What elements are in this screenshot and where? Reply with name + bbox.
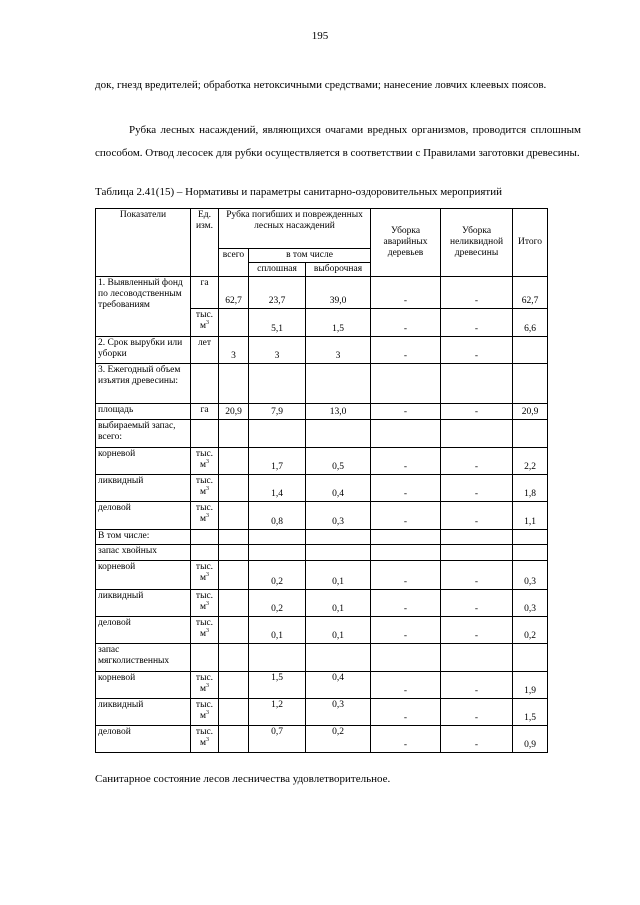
unit-cell: га [191, 277, 219, 309]
value-cell: 0,2 [249, 590, 306, 617]
value-cell: - [371, 590, 441, 617]
value-cell: - [371, 561, 441, 590]
header-unit: Ед. изм. [191, 209, 219, 277]
value-cell: - [371, 277, 441, 309]
row-label: 2. Срок вырубки или уборки [96, 337, 191, 364]
value-cell: - [441, 448, 513, 475]
value-cell: 7,9 [249, 404, 306, 420]
table-row [96, 448, 548, 475]
unit-cell: тыс. $м^3$ [191, 590, 219, 617]
value-cell: 1,5 [306, 309, 371, 337]
unit-cell: тыс. $м^3$ [191, 672, 219, 699]
row-label: выбираемый запас, всего: [96, 420, 191, 448]
table-row [96, 277, 548, 309]
row-label: деловой [96, 617, 191, 644]
header-grand-total: Итого [513, 209, 548, 277]
value-cell: 23,7 [249, 277, 306, 309]
unit-cell: тыс. $м^3$ [191, 475, 219, 502]
header-selective: выборочная [306, 263, 371, 277]
value-cell: - [441, 561, 513, 590]
table-row [96, 364, 548, 404]
header-indicator: Показатели [96, 209, 191, 277]
value-cell: - [371, 617, 441, 644]
value-cell: 0,4 [306, 672, 371, 699]
row-label: ликвидный [96, 590, 191, 617]
header-windfall: Уборка аварийных деревьев [371, 209, 441, 277]
value-cell: 0,4 [306, 475, 371, 502]
value-cell: 3 [249, 337, 306, 364]
row-label: 3. Ежегодный объем изъятия древесины: [96, 364, 191, 404]
sanitary-measures-table [95, 208, 548, 753]
value-cell: 1,1 [513, 502, 548, 530]
table-row [96, 530, 548, 545]
table-row [96, 475, 548, 502]
value-cell: - [371, 699, 441, 726]
value-cell: 5,1 [249, 309, 306, 337]
value-cell: - [441, 617, 513, 644]
table-row [96, 502, 548, 530]
value-cell: 39,0 [306, 277, 371, 309]
value-cell: 0,3 [306, 502, 371, 530]
table-row [96, 420, 548, 448]
row-label: площадь [96, 404, 191, 420]
header-nonliquid: Уборка неликвидной древесины [441, 209, 513, 277]
value-cell: - [441, 699, 513, 726]
value-cell: - [371, 448, 441, 475]
value-cell: 20,9 [513, 404, 548, 420]
row-label: деловой [96, 502, 191, 530]
value-cell: 13,0 [306, 404, 371, 420]
value-cell: 0,2 [513, 617, 548, 644]
row-label: ликвидный [96, 699, 191, 726]
value-cell: 0,3 [513, 590, 548, 617]
unit-cell: тыс. $м^3$ [191, 502, 219, 530]
unit-cell: тыс. $м^3$ [191, 617, 219, 644]
value-cell: - [441, 404, 513, 420]
value-cell: 1,5 [513, 699, 548, 726]
value-cell: 0,2 [249, 561, 306, 590]
row-label: запас хвойных [96, 545, 191, 561]
value-cell: 1,5 [249, 672, 306, 699]
value-cell [219, 309, 249, 337]
table-caption: Таблица 2.41(15) – Нормативы и параметры санитарно-оздоровительных мероприятий [95, 186, 502, 198]
footer-text: Санитарное состояние лесов лесничества удовлетворительное. [95, 773, 391, 785]
value-cell: 0,1 [306, 590, 371, 617]
value-cell: 20,9 [219, 404, 249, 420]
table-row [96, 545, 548, 561]
row-label: запас мягколиственных [96, 644, 191, 672]
unit-cell: га [191, 404, 219, 420]
value-cell: 1,4 [249, 475, 306, 502]
value-cell: 0,2 [306, 726, 371, 753]
unit-cell: тыс. $м^3$ [191, 726, 219, 753]
table-row [96, 726, 548, 753]
unit-cell: лет [191, 337, 219, 364]
value-cell: 1,2 [249, 699, 306, 726]
value-cell: - [441, 309, 513, 337]
value-cell: 0,3 [513, 561, 548, 590]
value-cell: 1,7 [249, 448, 306, 475]
value-cell: - [371, 502, 441, 530]
table-row [96, 561, 548, 590]
value-cell: 3 [219, 337, 249, 364]
value-cell: - [441, 502, 513, 530]
header-clear: сплошная [249, 263, 306, 277]
value-cell: - [441, 590, 513, 617]
value-cell: - [441, 277, 513, 309]
row-label: корневой [96, 448, 191, 475]
value-cell: 0,3 [306, 699, 371, 726]
row-label: деловой [96, 726, 191, 753]
table-row [96, 404, 548, 420]
table-row [96, 699, 548, 726]
paragraph-2: Рубка лесных насаждений, являющихся очагами вредных организмов, проводится сплошным способом. Отвод лесосек для рубки осуществляется в соответствии с Правилами заготовки древесины. [95, 124, 581, 159]
row-label: В том числе: [96, 530, 191, 545]
value-cell [513, 337, 548, 364]
header-total-all: всего [219, 249, 249, 277]
header-felling: Рубка погибших и поврежденных лесных насаждений [219, 209, 371, 249]
row-label: корневой [96, 672, 191, 699]
value-cell: - [441, 475, 513, 502]
unit-cell: тыс. $м^3$ [191, 448, 219, 475]
table-row [96, 617, 548, 644]
value-cell: 0,7 [249, 726, 306, 753]
unit-cell: тыс. $м^3$ [191, 561, 219, 590]
value-cell: 0,1 [306, 617, 371, 644]
value-cell: 2,2 [513, 448, 548, 475]
page-number: 195 [311, 30, 329, 42]
value-cell: 0,1 [249, 617, 306, 644]
value-cell: - [371, 475, 441, 502]
table-row [96, 644, 548, 672]
value-cell: - [441, 726, 513, 753]
value-cell: - [371, 337, 441, 364]
header-including: в том числе [249, 249, 371, 263]
value-cell: - [371, 672, 441, 699]
value-cell: 1,9 [513, 672, 548, 699]
value-cell: 0,1 [306, 561, 371, 590]
paragraph-1: док, гнезд вредителей; обработка нетоксичными средствами; нанесение ловчих клеевых поясов. [95, 79, 547, 91]
unit-cell: тыс. $м^3$ [191, 699, 219, 726]
value-cell: - [371, 726, 441, 753]
row-label: корневой [96, 561, 191, 590]
row-label: ликвидный [96, 475, 191, 502]
value-cell: - [441, 672, 513, 699]
table-row [96, 337, 548, 364]
value-cell: 62,7 [219, 277, 249, 309]
value-cell: 0,5 [306, 448, 371, 475]
value-cell: 1,8 [513, 475, 548, 502]
value-cell: 6,6 [513, 309, 548, 337]
unit-cell: тыс. $м^3$ [191, 309, 219, 337]
value-cell: 3 [306, 337, 371, 364]
table-row [96, 672, 548, 699]
value-cell: 0,9 [513, 726, 548, 753]
value-cell: 62,7 [513, 277, 548, 309]
row-label: 1. Выявленный фонд по лесоводственным требованиям [96, 277, 191, 337]
table-row [96, 590, 548, 617]
value-cell: - [371, 404, 441, 420]
value-cell: - [371, 309, 441, 337]
value-cell: - [441, 337, 513, 364]
value-cell: 0,8 [249, 502, 306, 530]
